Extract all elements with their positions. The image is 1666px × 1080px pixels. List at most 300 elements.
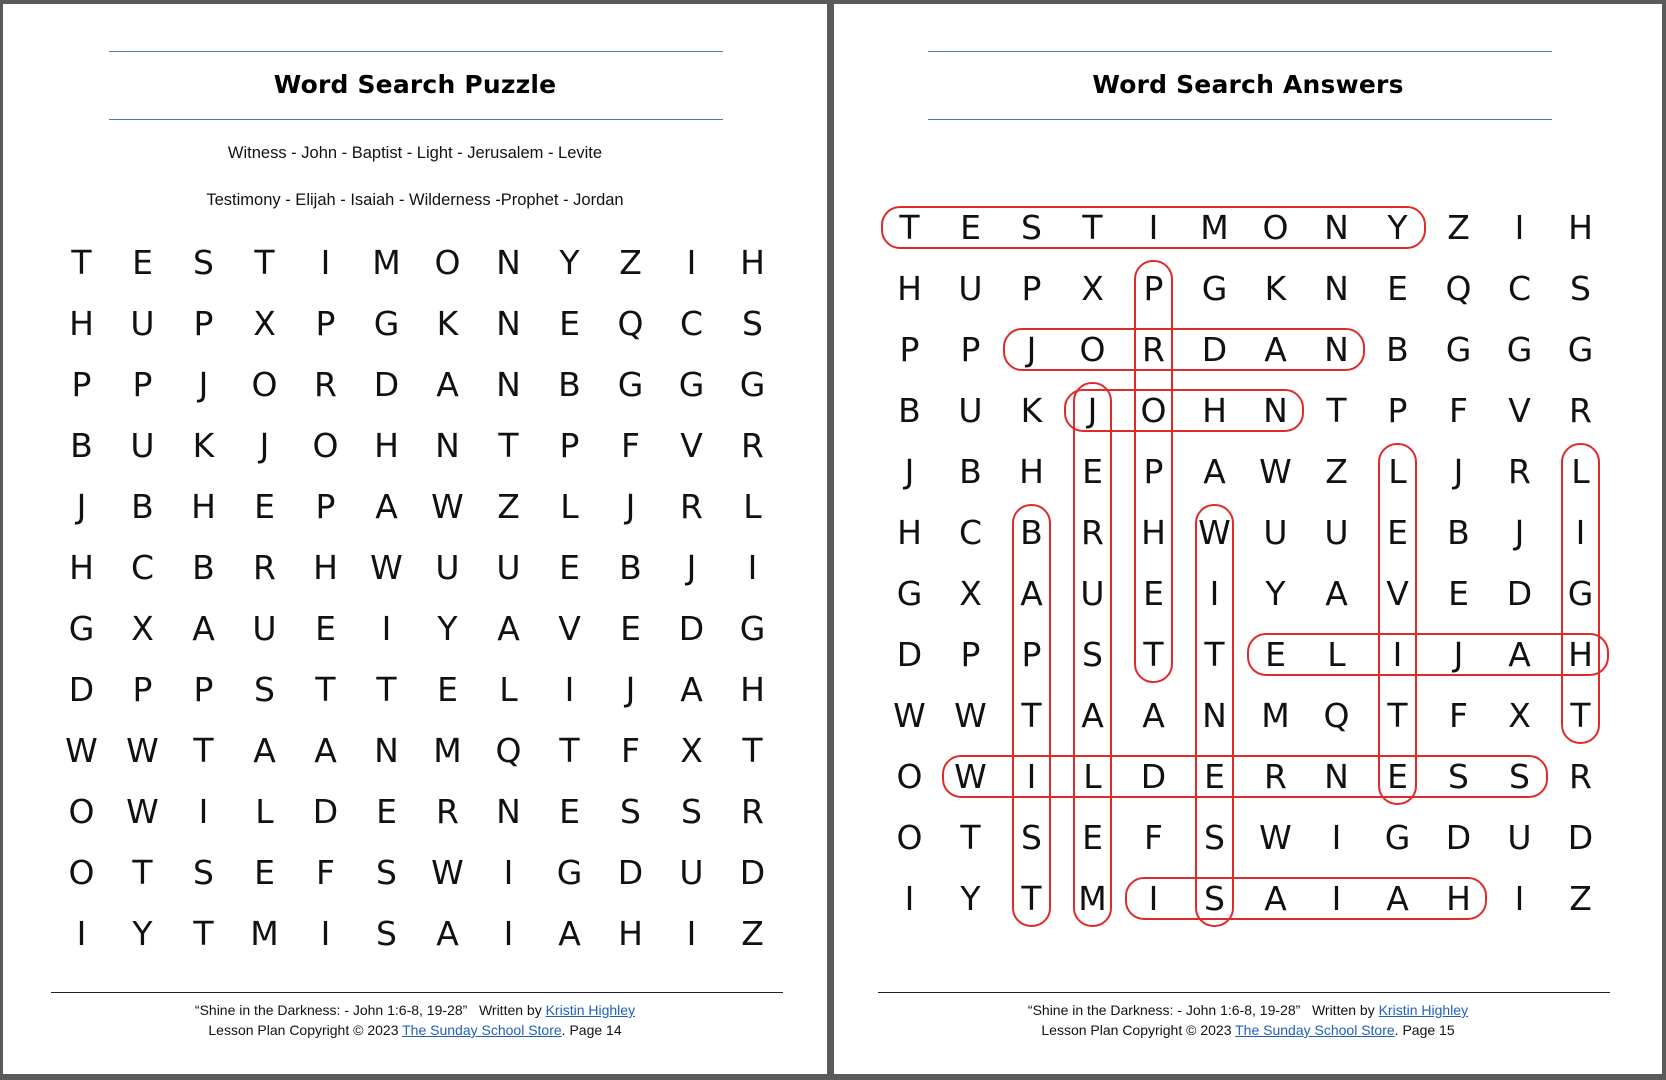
grid-cell: A — [436, 365, 459, 404]
grid-cell: E — [1143, 574, 1164, 613]
grid-cell: X — [1508, 696, 1531, 735]
grid-cell: B — [1386, 330, 1409, 369]
grid-cell: P — [315, 487, 336, 526]
author-link[interactable]: Kristin Highley — [1378, 1002, 1469, 1018]
grid-cell: N — [1324, 330, 1349, 369]
grid-cell: R — [1264, 757, 1287, 796]
grid-cell: G — [896, 574, 923, 613]
grid-cell: P — [1021, 269, 1042, 308]
grid-cell: I — [1514, 208, 1525, 247]
grid-cell: I — [1331, 818, 1342, 857]
grid-cell: E — [559, 792, 580, 831]
grid-cell: Z — [619, 243, 642, 282]
grid-cell: B — [558, 365, 581, 404]
grid-cell: M — [1078, 879, 1107, 918]
grid-cell: S — [254, 670, 275, 709]
grid-cell: T — [193, 914, 214, 953]
grid-cell: H — [740, 243, 765, 282]
grid-cell: W — [954, 757, 987, 796]
grid-cell: L — [560, 487, 579, 526]
grid-cell: C — [130, 548, 155, 587]
grid-cell: S — [620, 792, 641, 831]
grid-cell: W — [431, 853, 464, 892]
grid-cell: K — [436, 304, 459, 343]
grid-cell: J — [198, 365, 209, 404]
grid-cell: H — [618, 914, 643, 953]
grid-cell: T — [899, 208, 920, 247]
grid-cell: T — [742, 731, 763, 770]
grid-cell: L — [743, 487, 762, 526]
grid-cell: U — [1507, 818, 1532, 857]
footer-copyright: Lesson Plan Copyright © 2023 — [208, 1022, 403, 1038]
grid-cell: E — [437, 670, 458, 709]
grid-cell: J — [625, 487, 636, 526]
grid-cell: P — [1143, 452, 1164, 491]
grid-cell: W — [1259, 452, 1292, 491]
grid-cell: E — [1082, 452, 1103, 491]
grid-cell: W — [1198, 513, 1231, 552]
grid-cell: M — [1200, 208, 1229, 247]
grid-cell: N — [1324, 269, 1349, 308]
grid-cell: P — [132, 365, 153, 404]
grid-cell: T — [376, 670, 397, 709]
grid-cell: Q — [617, 304, 644, 343]
footer-line-1 — [3, 1000, 827, 1020]
grid-cell: Z — [497, 487, 520, 526]
store-link[interactable]: The Sunday School Store — [1235, 1022, 1395, 1038]
grid-cell: R — [1569, 757, 1592, 796]
grid-cell: V — [680, 426, 703, 465]
grid-cell: P — [1143, 269, 1164, 308]
grid-cell: S — [1509, 757, 1530, 796]
grid-cell: X — [959, 574, 982, 613]
grid-cell: N — [496, 304, 521, 343]
grid-cell: U — [958, 391, 983, 430]
grid-cell: H — [1568, 208, 1593, 247]
grid-cell: H — [69, 304, 94, 343]
grid-cell: I — [76, 914, 87, 953]
grid-cell: U — [1263, 513, 1288, 552]
grid-cell: X — [131, 609, 154, 648]
grid-cell: F — [316, 853, 335, 892]
footer-line-1 — [834, 1000, 1662, 1020]
grid-cell: N — [1263, 391, 1288, 430]
grid-cell: T — [71, 243, 92, 282]
grid-cell: F — [1449, 391, 1468, 430]
grid-cell: M — [433, 731, 462, 770]
grid-cell: I — [1148, 879, 1159, 918]
grid-cell: A — [192, 609, 215, 648]
grid-cell: I — [320, 243, 331, 282]
store-link[interactable]: The Sunday School Store — [402, 1022, 562, 1038]
grid-cell: O — [1262, 208, 1289, 247]
grid-cell: C — [679, 304, 704, 343]
puzzle-page — [3, 4, 827, 1074]
grid-cell: I — [686, 243, 697, 282]
grid-cell: L — [1571, 452, 1590, 491]
grid-cell: B — [1447, 513, 1470, 552]
grid-cell: E — [1387, 757, 1408, 796]
grid-cell: I — [564, 670, 575, 709]
grid-cell: I — [904, 879, 915, 918]
grid-cell: X — [253, 304, 276, 343]
grid-cell: P — [559, 426, 580, 465]
grid-cell: S — [1204, 818, 1225, 857]
footer-citation: “Shine in the Darkness: - John 1:6-8, 19-28” Written by — [1027, 1002, 1379, 1018]
grid-cell: A — [253, 731, 276, 770]
grid-cell: R — [436, 792, 459, 831]
grid-cell: D — [1567, 818, 1594, 857]
grid-cell: J — [1026, 330, 1037, 369]
grid-cell: K — [1020, 391, 1043, 430]
grid-cell: G — [739, 365, 766, 404]
grid-cell: P — [71, 365, 92, 404]
grid-cell: M — [372, 243, 401, 282]
grid-cell: D — [896, 635, 923, 674]
grid-cell: B — [70, 426, 93, 465]
grid-cell: P — [960, 330, 981, 369]
grid-cell: U — [679, 853, 704, 892]
grid-cell: E — [1387, 269, 1408, 308]
grid-cell: N — [1324, 208, 1349, 247]
grid-cell: O — [68, 792, 95, 831]
grid-cell: E — [1265, 635, 1286, 674]
grid-cell: C — [958, 513, 983, 552]
grid-cell: I — [1331, 879, 1342, 918]
grid-cell: D — [68, 670, 95, 709]
title-top-rule — [109, 51, 723, 52]
grid-cell: W — [954, 696, 987, 735]
title-bottom-rule — [928, 119, 1552, 120]
grid-cell: I — [503, 853, 514, 892]
grid-cell: E — [960, 208, 981, 247]
grid-cell: V — [558, 609, 581, 648]
grid-cell: T — [1204, 635, 1225, 674]
grid-cell: L — [499, 670, 518, 709]
footer-line-2 — [834, 1020, 1662, 1040]
grid-cell: A — [1081, 696, 1104, 735]
grid-cell: Q — [1323, 696, 1350, 735]
grid-cell: P — [315, 304, 336, 343]
grid-cell: T — [132, 853, 153, 892]
grid-cell: A — [680, 670, 703, 709]
grid-cell: F — [1144, 818, 1163, 857]
grid-cell: H — [191, 487, 216, 526]
grid-cell: U — [130, 426, 155, 465]
grid-cell: J — [1453, 635, 1464, 674]
grid-cell: I — [1575, 513, 1586, 552]
grid-cell: U — [252, 609, 277, 648]
grid-cell: W — [370, 548, 403, 587]
grid-cell: E — [559, 304, 580, 343]
grid-cell: Y — [437, 609, 458, 648]
grid-cell: L — [1327, 635, 1346, 674]
grid-cell: D — [739, 853, 766, 892]
grid-cell: O — [68, 853, 95, 892]
grid-cell: Z — [1569, 879, 1592, 918]
title-top-rule — [928, 51, 1552, 52]
grid-cell: R — [1569, 391, 1592, 430]
grid-cell: U — [496, 548, 521, 587]
grid-cell: D — [312, 792, 339, 831]
grid-cell: N — [435, 426, 460, 465]
grid-cell: H — [740, 670, 765, 709]
grid-cell: R — [741, 792, 764, 831]
grid-cell: E — [1448, 574, 1469, 613]
puzzle-title: Word Search Puzzle — [273, 70, 557, 99]
grid-cell: P — [960, 635, 981, 674]
puzzle-letter-grid — [51, 232, 783, 964]
word-list-line-1: Witness - John - Baptist - Light - Jerusalem - Levite — [227, 144, 603, 162]
grid-cell: J — [686, 548, 697, 587]
grid-cell: W — [126, 731, 159, 770]
grid-cell: I — [1209, 574, 1220, 613]
grid-cell: A — [1264, 330, 1287, 369]
grid-cell: B — [131, 487, 154, 526]
grid-cell: Y — [1265, 574, 1286, 613]
grid-cell: I — [747, 548, 758, 587]
grid-cell: H — [313, 548, 338, 587]
footer-rule — [878, 992, 1610, 993]
grid-cell: W — [431, 487, 464, 526]
grid-cell: I — [198, 792, 209, 831]
grid-cell: O — [251, 365, 278, 404]
grid-cell: U — [435, 548, 460, 587]
grid-cell: J — [904, 452, 915, 491]
grid-cell: R — [1508, 452, 1531, 491]
grid-cell: I — [381, 609, 392, 648]
grid-cell: Y — [559, 243, 580, 282]
grid-cell: B — [619, 548, 642, 587]
grid-cell: D — [1445, 818, 1472, 857]
grid-cell: N — [496, 243, 521, 282]
grid-cell: H — [1446, 879, 1471, 918]
grid-cell: G — [556, 853, 583, 892]
grid-cell: W — [1259, 818, 1292, 857]
grid-cell: D — [678, 609, 705, 648]
grid-cell: E — [559, 548, 580, 587]
grid-cell: F — [621, 426, 640, 465]
grid-cell: T — [1021, 879, 1042, 918]
grid-cell: G — [1567, 330, 1594, 369]
grid-cell: V — [1508, 391, 1531, 430]
grid-cell: E — [376, 792, 397, 831]
grid-cell: R — [1081, 513, 1104, 552]
grid-cell: H — [1568, 635, 1593, 674]
grid-cell: M — [250, 914, 279, 953]
footer-citation: “Shine in the Darkness: - John 1:6-8, 19-28” Written by — [194, 1002, 546, 1018]
grid-cell: H — [374, 426, 399, 465]
answers-title: Word Search Answers — [1092, 70, 1404, 99]
grid-cell: J — [259, 426, 270, 465]
grid-cell: J — [76, 487, 87, 526]
grid-cell: K — [192, 426, 215, 465]
grid-cell: I — [320, 914, 331, 953]
grid-cell: G — [1384, 818, 1411, 857]
grid-cell: J — [625, 670, 636, 709]
grid-cell: E — [620, 609, 641, 648]
grid-cell: Y — [132, 914, 153, 953]
grid-cell: D — [1140, 757, 1167, 796]
grid-cell: S — [1204, 879, 1225, 918]
grid-cell: N — [496, 792, 521, 831]
grid-cell: O — [434, 243, 461, 282]
grid-cell: T — [559, 731, 580, 770]
grid-cell: E — [254, 487, 275, 526]
grid-cell: F — [621, 731, 640, 770]
grid-cell: A — [314, 731, 337, 770]
grid-cell: A — [497, 609, 520, 648]
grid-cell: S — [1570, 269, 1591, 308]
grid-cell: N — [496, 365, 521, 404]
grid-cell: S — [193, 853, 214, 892]
grid-cell: Y — [960, 879, 981, 918]
grid-cell: E — [132, 243, 153, 282]
grid-cell: A — [558, 914, 581, 953]
grid-cell: G — [1506, 330, 1533, 369]
grid-cell: I — [1026, 757, 1037, 796]
grid-cell: Z — [741, 914, 764, 953]
grid-cell: W — [65, 731, 98, 770]
grid-cell: T — [1143, 635, 1164, 674]
grid-cell: P — [132, 670, 153, 709]
grid-cell: Q — [495, 731, 522, 770]
grid-cell: K — [1264, 269, 1287, 308]
grid-cell: R — [253, 548, 276, 587]
grid-cell: D — [617, 853, 644, 892]
grid-cell: I — [686, 914, 697, 953]
grid-cell: G — [373, 304, 400, 343]
grid-cell: A — [375, 487, 398, 526]
grid-cell: B — [959, 452, 982, 491]
grid-cell: I — [1392, 635, 1403, 674]
grid-cell: U — [958, 269, 983, 308]
answers-grid-area — [879, 197, 1611, 929]
grid-cell: G — [617, 365, 644, 404]
grid-cell: T — [1326, 391, 1347, 430]
grid-cell: H — [69, 548, 94, 587]
grid-cell: T — [315, 670, 336, 709]
grid-cell: J — [1087, 391, 1098, 430]
grid-cell: E — [254, 853, 275, 892]
grid-cell: B — [898, 391, 921, 430]
grid-cell: H — [897, 269, 922, 308]
grid-cell: D — [1201, 330, 1228, 369]
grid-cell: E — [1204, 757, 1225, 796]
grid-cell: E — [1387, 513, 1408, 552]
grid-cell: S — [1082, 635, 1103, 674]
grid-cell: C — [1507, 269, 1532, 308]
grid-cell: P — [193, 304, 214, 343]
grid-cell: O — [312, 426, 339, 465]
grid-cell: S — [193, 243, 214, 282]
grid-cell: N — [1324, 757, 1349, 796]
grid-cell: L — [1083, 757, 1102, 796]
grid-cell: H — [897, 513, 922, 552]
grid-cell: T — [498, 426, 519, 465]
grid-cell: G — [1567, 574, 1594, 613]
footer-copyright: Lesson Plan Copyright © 2023 — [1041, 1022, 1236, 1038]
grid-cell: T — [1570, 696, 1591, 735]
grid-cell: O — [1140, 391, 1167, 430]
grid-cell: I — [1148, 208, 1159, 247]
grid-cell: P — [193, 670, 214, 709]
grid-cell: T — [1387, 696, 1408, 735]
grid-cell: L — [1388, 452, 1407, 491]
grid-cell: T — [254, 243, 275, 282]
grid-cell: O — [896, 757, 923, 796]
grid-cell: T — [193, 731, 214, 770]
grid-cell: X — [680, 731, 703, 770]
grid-cell: P — [899, 330, 920, 369]
grid-cell: O — [896, 818, 923, 857]
grid-cell: H — [1202, 391, 1227, 430]
grid-cell: I — [503, 914, 514, 953]
grid-cell: G — [1201, 269, 1228, 308]
grid-cell: P — [1387, 391, 1408, 430]
grid-cell: M — [1261, 696, 1290, 735]
grid-cell: X — [1081, 269, 1104, 308]
grid-cell: Z — [1325, 452, 1348, 491]
grid-cell: D — [1506, 574, 1533, 613]
grid-cell: T — [1021, 696, 1042, 735]
grid-cell: T — [960, 818, 981, 857]
grid-cell: G — [68, 609, 95, 648]
author-link[interactable]: Kristin Highley — [545, 1002, 636, 1018]
grid-cell: A — [1142, 696, 1165, 735]
answers-page — [834, 4, 1662, 1074]
answers-footer — [834, 1000, 1662, 1040]
grid-cell: S — [1021, 208, 1042, 247]
grid-cell: S — [376, 853, 397, 892]
grid-cell: T — [1082, 208, 1103, 247]
grid-cell: L — [255, 792, 274, 831]
puzzle-footer — [3, 1000, 827, 1040]
grid-cell: S — [742, 304, 763, 343]
answers-letter-grid — [879, 197, 1611, 929]
grid-cell: A — [1203, 452, 1226, 491]
page-number: . Page 14 — [561, 1022, 622, 1038]
grid-cell: S — [1448, 757, 1469, 796]
footer-line-2 — [3, 1020, 827, 1040]
grid-cell: S — [376, 914, 397, 953]
grid-cell: J — [1514, 513, 1525, 552]
title-bottom-rule — [109, 119, 723, 120]
grid-cell: R — [1142, 330, 1165, 369]
grid-cell: U — [1080, 574, 1105, 613]
grid-cell: B — [192, 548, 215, 587]
grid-cell: G — [1445, 330, 1472, 369]
grid-cell: P — [1021, 635, 1042, 674]
grid-cell: A — [1020, 574, 1043, 613]
grid-cell: A — [1325, 574, 1348, 613]
grid-cell: G — [678, 365, 705, 404]
grid-cell: A — [436, 914, 459, 953]
grid-cell: H — [1141, 513, 1166, 552]
grid-cell: A — [1508, 635, 1531, 674]
grid-cell: R — [680, 487, 703, 526]
grid-cell: Z — [1447, 208, 1470, 247]
grid-cell: A — [1386, 879, 1409, 918]
grid-cell: N — [1202, 696, 1227, 735]
grid-cell: Y — [1387, 208, 1408, 247]
grid-cell: D — [373, 365, 400, 404]
grid-cell: G — [739, 609, 766, 648]
grid-cell: W — [126, 792, 159, 831]
grid-cell: Q — [1445, 269, 1472, 308]
grid-cell: R — [741, 426, 764, 465]
grid-cell: E — [1082, 818, 1103, 857]
